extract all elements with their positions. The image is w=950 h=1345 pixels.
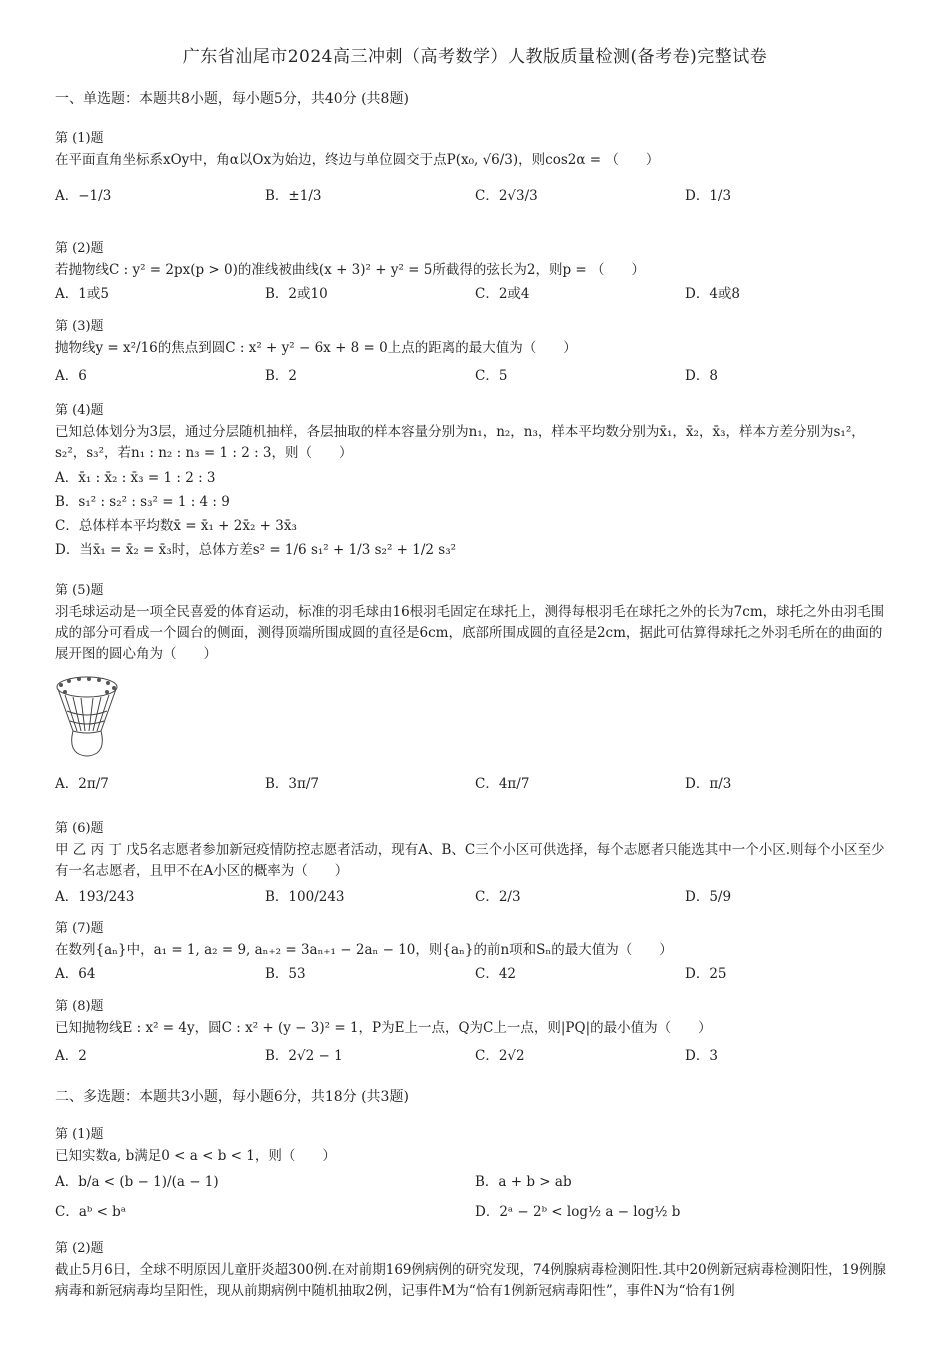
question-stem: 在数列{aₙ}中，a₁ = 1, a₂ = 9, aₙ₊₂ = 3aₙ₊₁ − 2aₙ − 10，则{aₙ}的前n项和Sₙ的最大值为（ ） <box>55 942 673 958</box>
option-c: C．总体样本平均数x̄ = x̄₁ + 2x̄₂ + 3x̄₃ <box>55 518 297 534</box>
question-8 <box>55 998 895 1069</box>
option-d: D．5/9 <box>685 889 732 905</box>
question-7 <box>55 920 895 987</box>
question-stem: 羽毛球运动是一项全民喜爱的体育运动，标准的羽毛球由16根羽毛固定在球托上，测得每根羽毛在球托之外的长为7cm，球托之外由羽毛围成的部分可看成一个圆台的侧面，测得顶端所围成圆的直径是6cm，底部所围成圆的直径是2cm，据此可估算得球托之外羽毛所在的曲面的展开图的圆心角为（ ） <box>55 604 885 662</box>
question-number: 第 (8)题 <box>55 999 104 1014</box>
multi-question-1 <box>55 1126 895 1227</box>
option-a: A．x̄₁ : x̄₂ : x̄₃ = 1 : 2 : 3 <box>55 470 216 486</box>
question-number: 第 (7)题 <box>55 921 104 936</box>
question-5 <box>55 582 895 797</box>
option-b: B．a + b > ab <box>475 1174 572 1190</box>
question-number: 第 (1)题 <box>55 131 104 146</box>
question-4 <box>55 402 895 562</box>
option-a: A．193/243 <box>55 889 135 905</box>
option-d: D．当x̄₁ = x̄₂ = x̄₃时，总体方差s² = 1/6 s₁² + 1/3 s₂² + 1/2 s₃² <box>55 542 457 558</box>
section-heading-multi: 二、多选题：本题共3小题，每小题6分，共18分 (共3题) <box>55 1089 409 1105</box>
option-d: D．25 <box>685 966 727 982</box>
option-b: B．3π/7 <box>265 776 320 792</box>
option-a: A．2 <box>55 1048 87 1064</box>
option-c: C．2√3/3 <box>475 188 538 204</box>
option-d: D．3 <box>685 1048 718 1064</box>
page-title: 广东省汕尾市2024高三冲刺（高考数学）人教版质量检测(备考卷)完整试卷 <box>182 47 768 67</box>
question-number: 第 (5)题 <box>55 583 104 598</box>
question-stem: 已知抛物线E : x² = 4y，圆C : x² + (y − 3)² = 1，P为E上一点，Q为C上一点，则|PQ|的最小值为（ ） <box>55 1020 712 1036</box>
shuttlecock-figure <box>55 675 895 763</box>
question-number: 第 (1)题 <box>55 1127 104 1142</box>
option-b: B．±1/3 <box>265 188 322 204</box>
question-stem: 截止5月6日，全球不明原因儿童肝炎超300例.在对前期169例病例的研究发现，74例腺病毒检测阳性.其中20例新冠病毒检测阳性，19例腺病毒和新冠病毒均呈阳性，现从前期病例中随机抽取2例，记事件M为“恰有1例新冠病毒阳性”，事件N为“恰有1例 <box>55 1262 886 1299</box>
option-d: D．8 <box>685 368 718 384</box>
question-number: 第 (2)题 <box>55 1241 104 1256</box>
multi-question-2 <box>55 1240 895 1302</box>
option-a: A．−1/3 <box>55 188 112 204</box>
option-c: C．5 <box>475 368 508 384</box>
option-d: D．π/3 <box>685 776 732 792</box>
option-a: A．6 <box>55 368 87 384</box>
option-c: C．2√2 <box>475 1048 525 1064</box>
option-b: B．2 <box>265 368 298 384</box>
question-stem: 已知实数a, b满足0 < a < b < 1，则（ ） <box>55 1148 336 1164</box>
option-c: C．2或4 <box>475 286 530 302</box>
option-d: D．4或8 <box>685 286 741 302</box>
option-d: D．1/3 <box>685 188 732 204</box>
option-b: B．s₁² : s₂² : s₃² = 1 : 4 : 9 <box>55 494 230 510</box>
option-c: C．aᵇ < bᵃ <box>55 1204 127 1220</box>
option-a: A．1或5 <box>55 286 109 302</box>
question-stem: 若抛物线C : y² = 2px(p > 0)的准线被曲线(x + 3)² + y² = 5所截得的弦长为2，则p = （ ） <box>55 262 645 278</box>
question-6 <box>55 820 895 910</box>
option-b: B．2或10 <box>265 286 328 302</box>
option-a: A．b/a < (b − 1)/(a − 1) <box>55 1174 219 1190</box>
question-2 <box>55 240 895 307</box>
question-1 <box>55 130 895 209</box>
question-number: 第 (3)题 <box>55 319 104 334</box>
option-a: A．64 <box>55 966 96 982</box>
question-number: 第 (2)题 <box>55 241 104 256</box>
shuttlecock-icon <box>55 675 119 759</box>
option-d: D．2ᵃ − 2ᵇ < log½ a − log½ b <box>475 1204 681 1220</box>
question-number: 第 (4)题 <box>55 403 104 418</box>
option-b: B．2√2 − 1 <box>265 1048 343 1064</box>
option-c: C．4π/7 <box>475 776 530 792</box>
option-a: A．2π/7 <box>55 776 109 792</box>
question-3 <box>55 318 895 389</box>
question-stem: 在平面直角坐标系xOy中，角α以Ox为始边，终边与单位圆交于点P(x₀, √6/3)，则cos2α = （ ） <box>55 152 660 168</box>
option-b: B．53 <box>265 966 306 982</box>
question-stem: 甲 乙 丙 丁 戊5名志愿者参加新冠疫情防控志愿者活动，现有A、B、C三个小区可供选择，每个志愿者只能选其中一个小区.则每个小区至少有一名志愿者，且甲不在A小区的概率为（ ） <box>55 842 885 879</box>
question-stem: 已知总体划分为3层，通过分层随机抽样，各层抽取的样本容量分别为n₁，n₂，n₃，样本平均数分别为x̄₁，x̄₂，x̄₃，样本方差分别为s₁²，s₂²，s₃²，若n₁ : n₂ : n₃ = 1 : 2 : 3，则（ ） <box>55 424 865 461</box>
option-c: C．42 <box>475 966 517 982</box>
section-heading-single: 一、单选题：本题共8小题，每小题5分，共40分 (共8题) <box>55 91 409 107</box>
option-c: C．2/3 <box>475 889 521 905</box>
question-stem: 抛物线y = x²/16的焦点到圆C : x² + y² − 6x + 8 = 0上点的距离的最大值为（ ） <box>55 340 577 356</box>
option-b: B．100/243 <box>265 889 345 905</box>
question-number: 第 (6)题 <box>55 821 104 836</box>
